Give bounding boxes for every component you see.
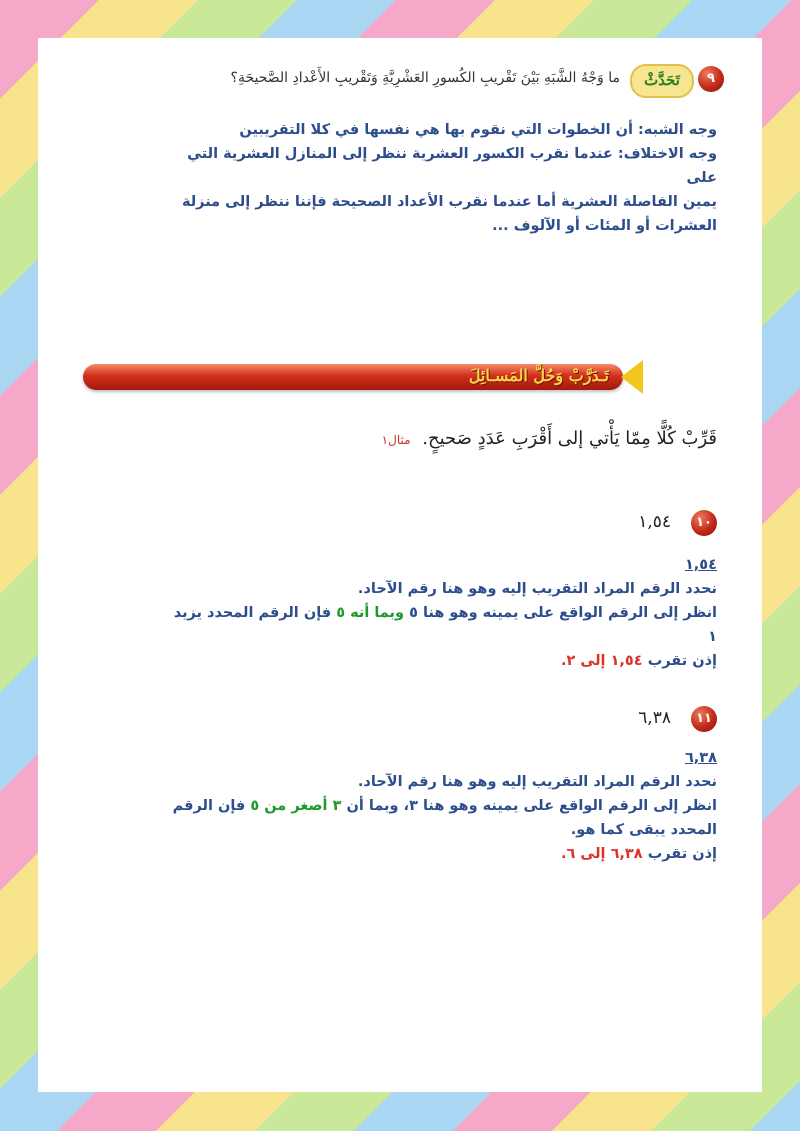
solution-conclusion [147, 649, 717, 673]
question-9 [124, 64, 724, 94]
solution-step-2 [147, 601, 717, 625]
problem-11 [517, 706, 717, 736]
red-highlight: ٦,٣٨ إلى ٦. [561, 846, 643, 862]
step-text-end: فإن الرقم [172, 798, 246, 814]
conclusion-text: إذن تقرب [647, 653, 717, 669]
solution-step-1: نحدد الرقم المراد التقريب إليه وهو هنا رقم الآحاد. [357, 774, 717, 790]
problem-10 [517, 510, 717, 540]
answer-difference-line-2: يمين الفاصلة العشرية أما عندما نقرب الأعداد الصحيحة فإننا ننظر إلى منزلة [181, 194, 717, 210]
example-reference: مثال١ [381, 433, 411, 447]
red-highlight: ١,٥٤ إلى ٢. [561, 653, 643, 669]
section-banner [83, 360, 643, 394]
solution-11 [147, 746, 717, 866]
problem-value: ١,٥٤ [638, 512, 671, 532]
question-text: ما وَجْهُ الشَّبَهِ بَيْنَ تَقْريبِ الكُسورِ العَشْرِيَّةِ وَتَقْريبِ الأَعْدادِ الصَّحيحَةِ؟ [230, 70, 620, 86]
solution-step-1: نحدد الرقم المراد التقريب إليه وهو هنا رقم الآحاد. [357, 581, 717, 597]
step-text: انظر إلى الرقم الواقع على يمينه وهو هنا ٥ [409, 605, 717, 621]
banner-triangle-icon [621, 360, 643, 394]
green-highlight: وبما أنه ٥ [336, 605, 404, 621]
conclusion-text: إذن تقرب [647, 846, 717, 862]
solution-conclusion [147, 842, 717, 866]
instruction-text: قَرِّبْ كُلًّا مِمّا يَأْتي إلى أَقْرَبِ عَدَدٍ صَحيحٍ. [422, 428, 717, 449]
question-number-badge: ٩ [698, 66, 724, 92]
green-highlight: ٣ أصغر من ٥ [250, 798, 342, 814]
answer-similarity-line: وجه الشبه: أن الخطوات التي نقوم بها هي نفسها في كلا التقريبين [239, 122, 717, 138]
problem-value: ٦,٣٨ [638, 708, 671, 728]
step-text-end: فإن الرقم المحدد يزيد [173, 605, 332, 621]
solution-step-2-cont: المحدد يبقى كما هو. [570, 822, 717, 838]
solution-10 [147, 553, 717, 673]
banner-title: تَـدَرَّبْ وَحُلَّ المَسـائِلَ [468, 366, 609, 385]
instruction [382, 428, 717, 449]
answer-9 [155, 118, 717, 238]
solution-step-2-cont: ١ [708, 629, 717, 645]
underlined-number: ١,٥٤ [684, 557, 717, 573]
answer-difference-line-3: العشرات أو المئات أو الآلوف ... [492, 218, 717, 234]
solution-step-2 [147, 794, 717, 818]
talk-badge: تَحَدَّثْ [630, 64, 694, 98]
problem-number-badge: ١٠ [691, 510, 717, 536]
answer-difference-line: وجه الاختلاف: عندما نقرب الكسور العشرية ننظر إلى المنازل العشرية التي على [187, 146, 717, 186]
underlined-number: ٦,٣٨ [684, 750, 717, 766]
problem-number-badge: ١١ [691, 706, 717, 732]
step-text: انظر إلى الرقم الواقع على يمينه وهو هنا ٣، وبما أن [346, 798, 717, 814]
